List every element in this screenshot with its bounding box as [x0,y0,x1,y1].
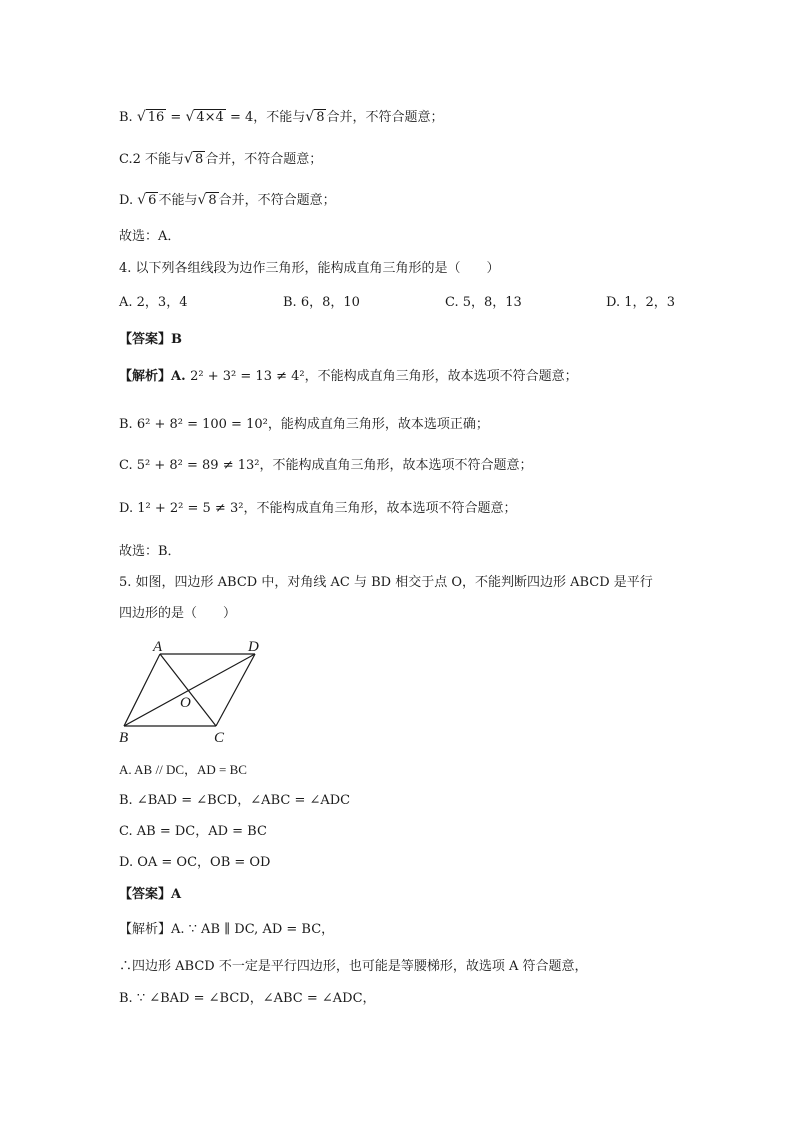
q5-answer: 【答案】A [119,887,182,902]
q4-conclusion: 故选：B． [119,544,181,559]
q3-conclusion: 故选：A． [119,229,181,244]
label-o: O [180,695,191,711]
label-d: D [248,639,259,655]
side-ba [124,654,160,726]
radicand: 8 [194,152,204,167]
q4-analysis-a: 【解析】A. 2² + 3² = 13 ≠ 4²，不能构成直角三角形，故本选项不符合题意； [119,369,578,384]
q5-question-line2: 四边形的是（ ） [119,606,237,621]
q5-analysis-line3: B. ∵ ∠BAD = ∠BCD，∠ABC = ∠ADC， [119,991,376,1006]
q5-parallelogram-figure [110,634,280,746]
q3-option-b-analysis: B. √ 16 = √ 4×4 = 4，不能与√ 8 合并，不符合题意； [119,109,444,125]
q5-option-d: D. OA = OC，OB = OD [119,855,271,870]
label-b: B [119,730,129,746]
label-c: C [214,730,225,746]
q4-option-c: C. 5，8，13 [445,295,522,310]
q3-option-c-analysis: C.2 不能与√ 8 合并，不符合题意； [119,151,323,167]
q4-analysis-d: D. 1² + 2² = 5 ≠ 3²，不能构成直角三角形，故本选项不符合题意； [119,501,517,516]
q4-question: 4. 以下列各组线段为边作三角形，能构成直角三角形的是（ ） [119,261,500,276]
q4-analysis-b: B. 6² + 8² = 100 = 10²，能构成直角三角形，故本选项正确； [119,417,489,432]
q5-option-b: B. ∠BAD = ∠BCD，∠ABC = ∠ADC [119,793,351,808]
label-a: A [153,639,163,655]
diagonal-ac [160,654,216,726]
radicand: 8 [208,193,217,208]
radicand: 4×4 [196,110,224,125]
q5-analysis-line1: 【解析】A. ∵ AB ∥ DC, AD = BC， [119,922,335,937]
q4-option-d: D. 1，2，3 [606,295,676,310]
q5-analysis-line2: ∴四边形 ABCD 不一定是平行四边形，也可能是等腰梯形，故选项 A 符合题意， [119,959,588,974]
q4-option-b: B. 6，8，10 [283,295,360,310]
q5-option-a: A. AB // DC，AD = BC [119,762,247,777]
q4-option-a: A. 2，3，4 [119,295,188,310]
q5-question-line1: 5. 如图，四边形 ABCD 中，对角线 AC 与 BD 相交于点 O，不能判断四边形 ABCD 是平行 [119,575,653,590]
radicand: 8 [316,110,325,125]
q4-analysis-c: C. 5² + 8² = 89 ≠ 13²，不能构成直角三角形，故本选项不符合题意； [119,458,533,473]
q4-answer: 【答案】B [119,332,182,347]
radicand: 6 [148,193,157,208]
q3-option-d-analysis: D. √ 6 不能与√ 8 合并，不符合题意； [119,192,336,208]
q5-option-c: C. AB = DC，AD = BC [119,824,267,839]
radicand: 16 [147,110,165,125]
